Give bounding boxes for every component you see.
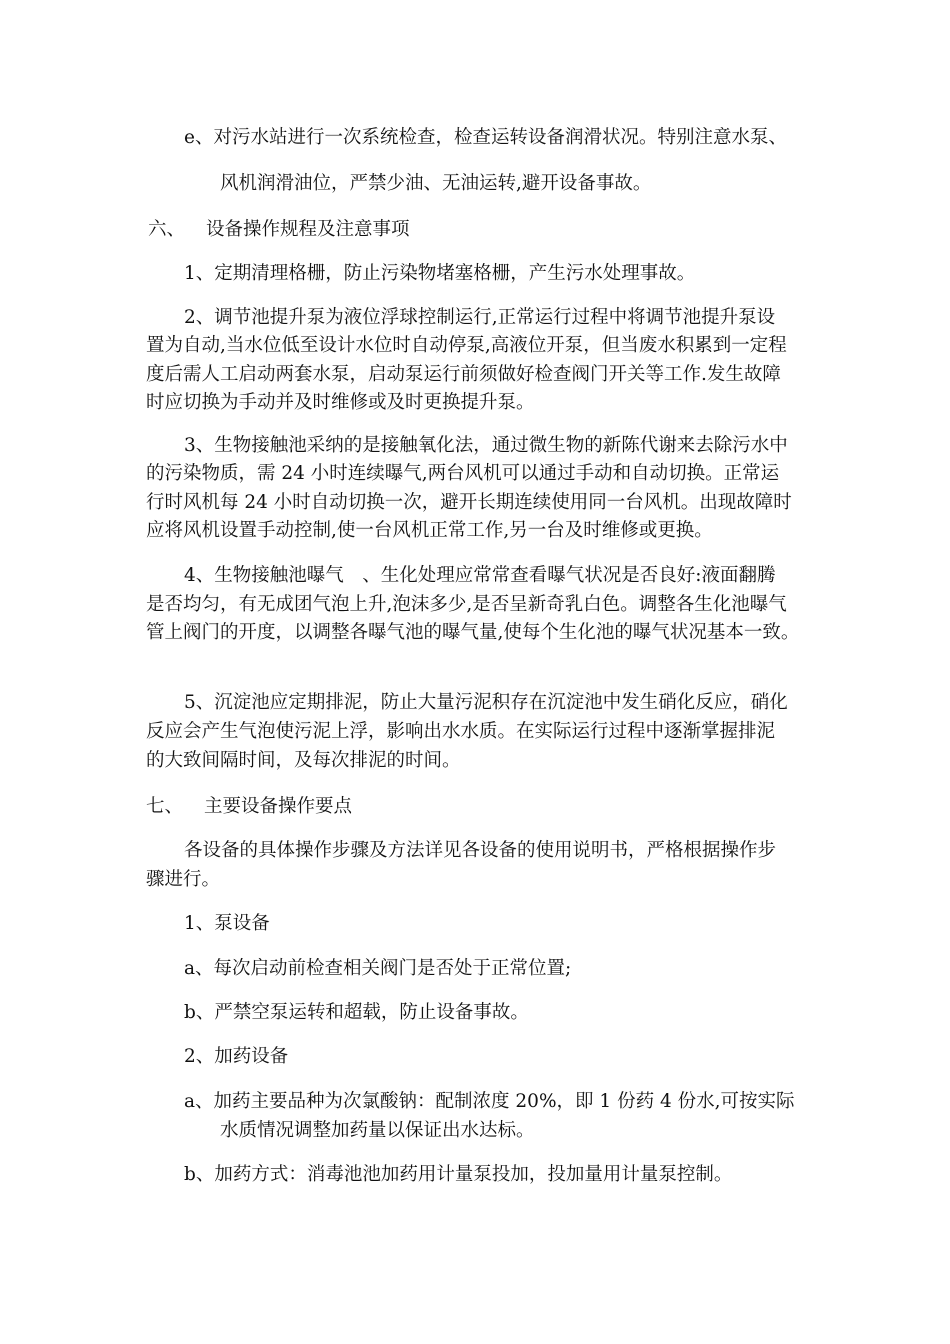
paragraph-line: 5、沉淀池应定期排泥，防止大量污泥积存在沉淀池中发生硝化反应，硝化 — [184, 692, 788, 713]
paragraph-line: b、加药方式：消毒池池加药用计量泵投加，投加量用计量泵控制。 — [184, 1164, 733, 1185]
paragraph-line: 3、生物接触池采纳的是接触氧化法，通过微生物的新陈代谢来去除污水中 — [184, 435, 788, 456]
paragraph-line: 的大致间隔时间，及每次排泥的时间。 — [146, 750, 461, 771]
paragraph-line: 骤进行。 — [146, 869, 221, 890]
section-heading-6 — [148, 217, 410, 243]
paragraph-line: 管上阀门的开度，以调整各曝气池的曝气量,使每个生化池的曝气状况基本一致。 — [146, 622, 800, 643]
paragraph-line: 风机润滑油位，严禁少油、无油运转,避开设备事故。 — [220, 173, 652, 194]
section-title: 设备操作规程及注意事项 — [206, 219, 410, 240]
paragraph-line: 时应切换为手动并及时维修或及时更换提升泵。 — [146, 392, 535, 413]
paragraph-line: 的污染物质，需 24 小时连续曝气,两台风机可以通过手动和自动切换。正常运 — [146, 463, 780, 484]
section-number: 七、 — [146, 796, 184, 817]
paragraph-line: 是否均匀，有无成团气泡上升,泡沫多少,是否呈新奇乳白色。调整各生化池曝气 — [146, 594, 787, 615]
paragraph-line: 反应会产生气泡使污泥上浮，影响出水水质。在实际运行过程中逐渐掌握排泥 — [146, 721, 776, 742]
paragraph-line: e、对污水站进行一次系统检查，检查运转设备润滑状况。特别注意水泵、 — [184, 127, 787, 148]
paragraph-line: 1、泵设备 — [184, 913, 270, 934]
paragraph-line: 度后需人工启动两套水泵，启动泵运行前须做好检查阀门开关等工作.发生故障 — [146, 364, 781, 385]
paragraph-line: 应将风机设置手动控制,使一台风机正常工作,另一台及时维修或更换。 — [146, 520, 713, 541]
paragraph-line: 水质情况调整加药量以保证出水达标。 — [220, 1120, 535, 1141]
paragraph-line: 行时风机每 24 小时自动切换一次，避开长期连续使用同一台风机。出现故障时 — [146, 492, 792, 513]
paragraph-line: a、每次启动前检查相关阀门是否处于正常位置; — [184, 958, 572, 979]
section-heading-7 — [146, 794, 352, 820]
paragraph-line: 2、调节池提升泵为液位浮球控制运行,正常运行过程中将调节池提升泵设 — [184, 307, 776, 328]
paragraph-line: 置为自动,当水位低至设计水位时自动停泵,高液位开泵，但当废水积累到一定程 — [146, 335, 787, 356]
paragraph-line: 1、定期清理格栅，防止污染物堵塞格栅，产生污水处理事故。 — [184, 263, 696, 284]
section-title: 主要设备操作要点 — [204, 796, 353, 817]
paragraph-line: 各设备的具体操作步骤及方法详见各设备的使用说明书，严格根据操作步 — [184, 840, 777, 861]
paragraph-line: 4、生物接触池曝气 、生化处理应常常查看曝气状况是否良好:液面翻腾 — [184, 565, 776, 586]
paragraph-line: b、严禁空泵运转和超载，防止设备事故。 — [184, 1002, 529, 1023]
paragraph-line: 2、加药设备 — [184, 1046, 289, 1067]
paragraph-line: a、加药主要品种为次氯酸钠：配制浓度 20%，即 1 份药 4 份水,可按实际 — [184, 1091, 795, 1112]
section-number: 六、 — [148, 219, 186, 240]
